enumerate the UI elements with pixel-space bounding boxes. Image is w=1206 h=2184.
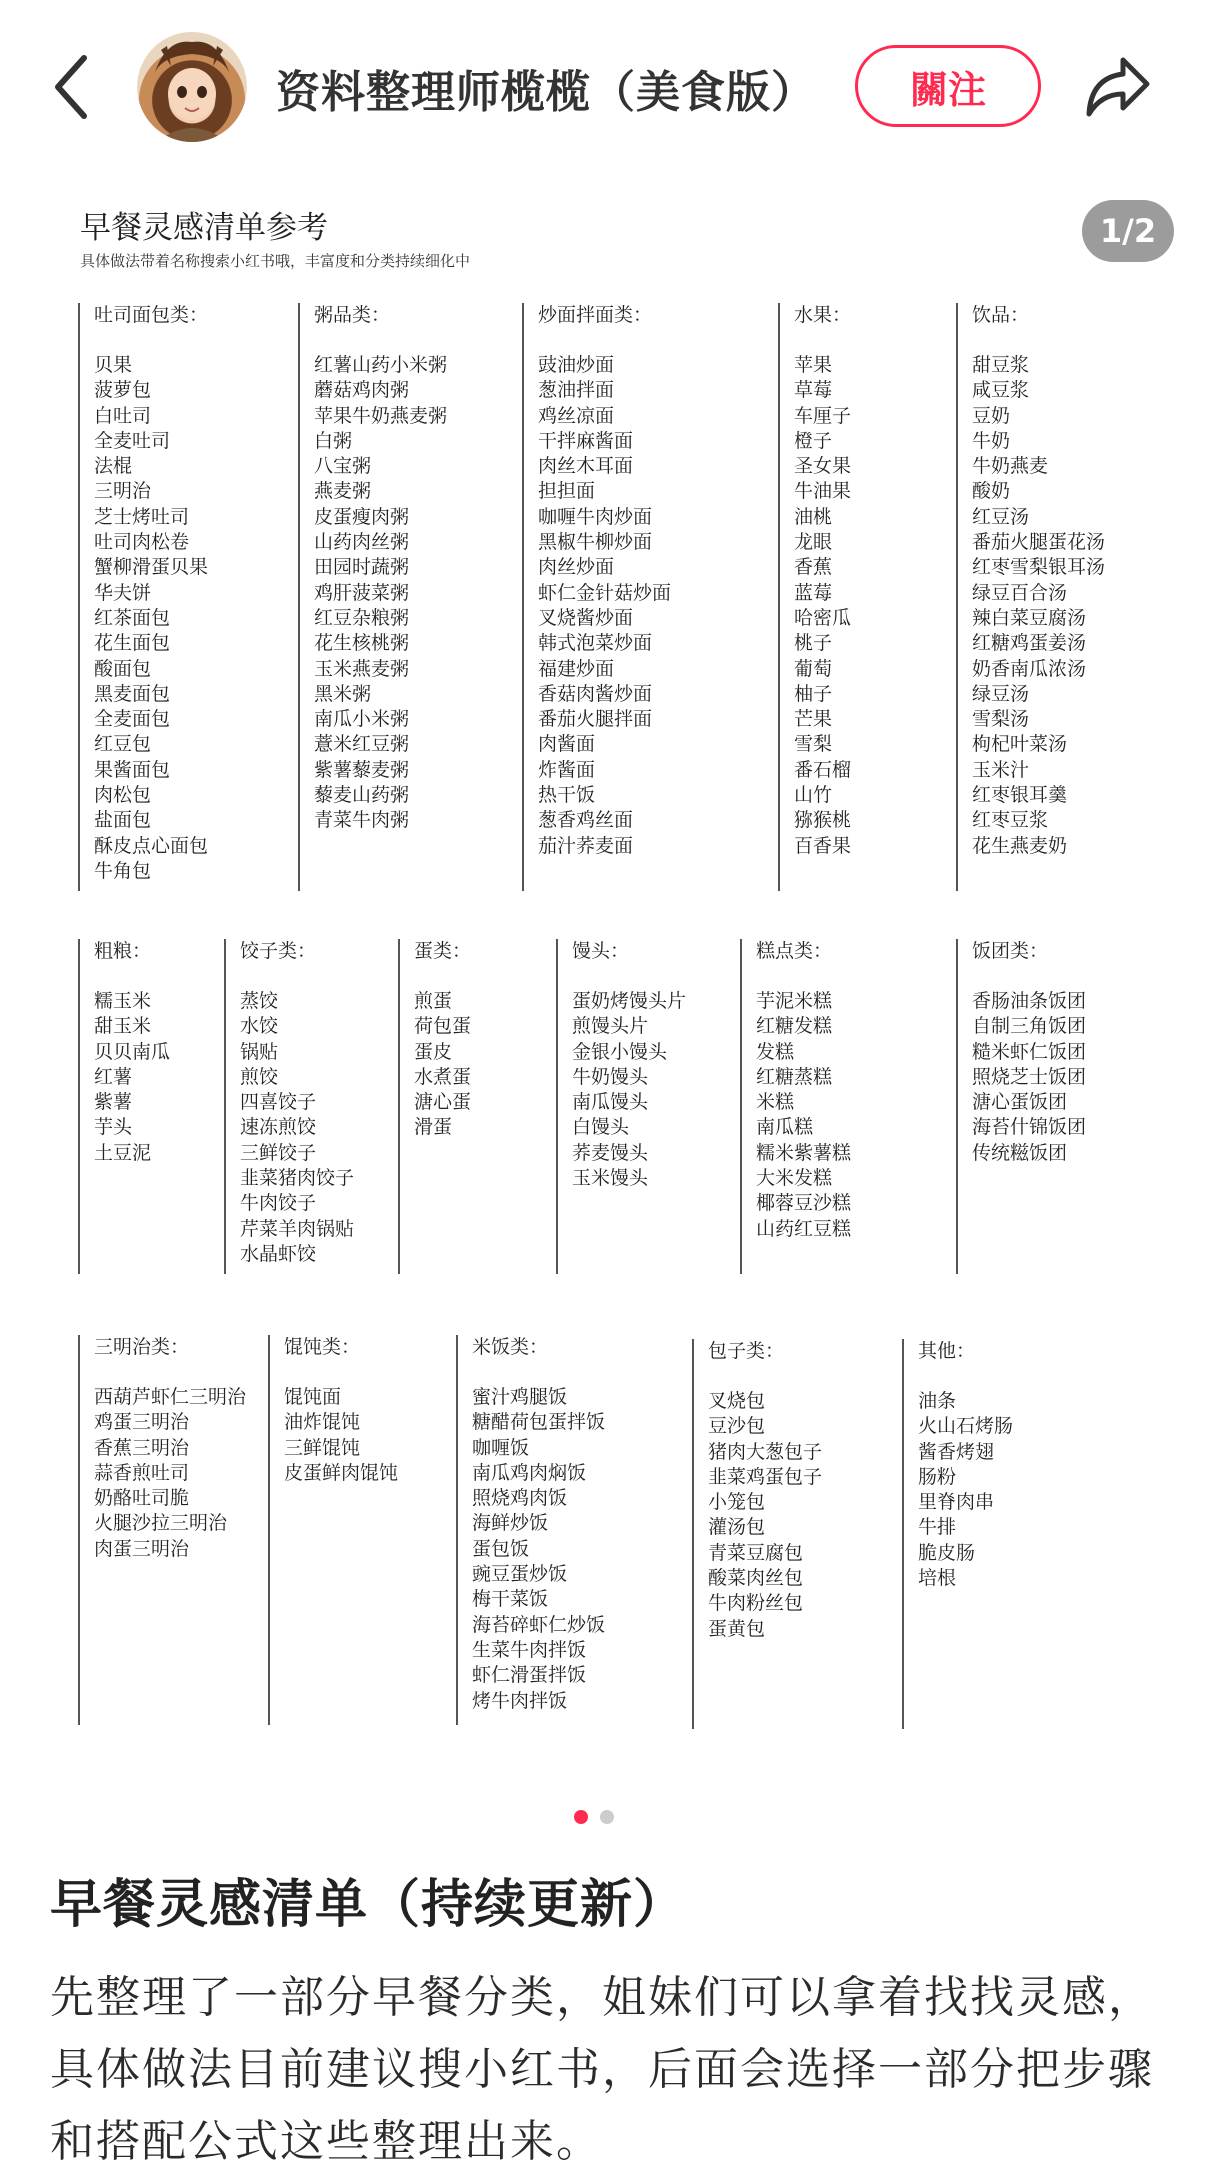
category-item: 叉烧酱炒面 <box>538 606 634 629</box>
category-item: 法棍 <box>94 455 133 478</box>
category-item: 番茄火腿蛋花汤 <box>972 531 1106 554</box>
category-item: 白馒头 <box>572 1116 630 1139</box>
category-item: 三鲜饺子 <box>240 1141 317 1164</box>
category-items <box>972 989 1086 1166</box>
category-item: 三明治 <box>94 480 152 503</box>
sheet-title: 早餐灵感清单参考 <box>80 210 328 246</box>
category-item: 滑蛋 <box>414 1116 453 1139</box>
category-item: 水饺 <box>240 1015 279 1038</box>
category-item: 南瓜小米粥 <box>314 708 410 731</box>
category-column-others <box>902 1339 1013 1729</box>
category-item: 煎蛋 <box>414 990 453 1012</box>
category-items <box>472 1385 605 1714</box>
author-name[interactable]: 资料整理师榄榄（美食版） <box>276 67 816 118</box>
category-item: 白吐司 <box>94 404 152 427</box>
category-item: 奶酪吐司脆 <box>94 1487 190 1510</box>
category-item: 鸡肝菠菜粥 <box>314 581 410 604</box>
category-item: 枸杞叶菜汤 <box>972 733 1068 756</box>
category-item: 肉丝炒面 <box>538 556 615 579</box>
category-item: 油桃 <box>794 505 833 528</box>
category-label: 吐司面包类： <box>94 304 209 326</box>
category-item: 番茄火腿拌面 <box>538 708 653 731</box>
category-item: 蜜汁鸡腿饭 <box>472 1386 568 1408</box>
category-item: 龙眼 <box>794 531 833 554</box>
category-column-bread <box>78 303 208 891</box>
category-item: 红枣雪梨银耳汤 <box>972 556 1106 579</box>
category-item: 金银小馒头 <box>572 1040 668 1063</box>
category-item: 青菜牛肉粥 <box>314 809 410 832</box>
category-label: 炒面拌面类： <box>538 304 653 326</box>
category-item: 豌豆蛋炒饭 <box>472 1563 568 1586</box>
category-item: 八宝粥 <box>314 455 372 478</box>
category-item: 自制三角饭团 <box>972 1015 1087 1038</box>
category-item: 蘑菇鸡肉粥 <box>314 379 410 402</box>
category-item: 奶香南瓜浓汤 <box>972 657 1087 680</box>
category-item: 照烧芝士饭团 <box>972 1065 1087 1088</box>
category-item: 锅贴 <box>240 1040 279 1063</box>
category-item: 紫薯藜麦粥 <box>314 758 410 781</box>
category-item: 红豆包 <box>94 733 152 756</box>
category-label: 三明治类： <box>94 1336 190 1358</box>
category-item: 圣女果 <box>794 455 852 478</box>
category-item: 桃子 <box>794 632 833 655</box>
category-item: 红枣豆浆 <box>972 809 1049 832</box>
category-item: 肉蛋三明治 <box>94 1537 190 1560</box>
category-item: 糯玉米 <box>94 990 152 1012</box>
category-item: 牛角包 <box>94 859 152 882</box>
category-item: 南瓜糕 <box>756 1116 814 1139</box>
category-item: 苹果 <box>794 354 833 376</box>
category-item: 贝果 <box>94 354 133 376</box>
category-item: 韩式泡菜炒面 <box>538 632 653 655</box>
category-item: 香蕉 <box>794 556 833 579</box>
category-item: 芋泥米糕 <box>756 990 833 1012</box>
category-item: 蓝莓 <box>794 581 833 604</box>
category-column-rice-balls <box>956 939 1086 1274</box>
category-item: 豆奶 <box>972 404 1011 427</box>
category-item: 溏心蛋 <box>414 1091 472 1114</box>
category-item: 糯米紫薯糕 <box>756 1141 852 1164</box>
category-item: 蟹柳滑蛋贝果 <box>94 556 209 579</box>
category-item: 黑麦面包 <box>94 682 171 705</box>
category-item: 里脊肉串 <box>918 1491 995 1514</box>
back-arrow-icon[interactable] <box>48 52 98 122</box>
category-item: 传统糍饭团 <box>972 1141 1068 1164</box>
category-item: 馄饨面 <box>284 1386 342 1408</box>
category-item: 海苔碎虾仁炒饭 <box>472 1613 606 1636</box>
category-item: 贝贝南瓜 <box>94 1040 171 1063</box>
category-item: 炸酱面 <box>538 758 596 781</box>
category-item: 肠粉 <box>918 1465 957 1488</box>
category-items <box>572 989 686 1191</box>
category-item: 豆沙包 <box>708 1415 766 1438</box>
category-item: 柚子 <box>794 682 833 705</box>
category-item: 梅干菜饭 <box>472 1588 549 1611</box>
category-item: 虾仁滑蛋拌饭 <box>472 1664 587 1687</box>
category-item: 椰蓉豆沙糕 <box>756 1192 852 1215</box>
author-avatar[interactable] <box>137 32 247 142</box>
category-item: 鸡丝凉面 <box>538 404 615 427</box>
category-item: 担担面 <box>538 480 596 503</box>
category-label: 馄饨类： <box>284 1336 361 1358</box>
category-item: 叉烧包 <box>708 1390 766 1412</box>
share-icon[interactable] <box>1083 54 1153 120</box>
category-item: 黑椒牛柳炒面 <box>538 531 653 554</box>
category-item: 酸菜肉丝包 <box>708 1567 804 1590</box>
post-body: 先整理了一部分早餐分类，姐妹们可以拿着找找灵感，具体做法目前建议搜小红书，后面会选择一部分把步骤和搭配公式这些整理出来。 <box>50 1972 1154 2167</box>
category-column-eggs <box>398 939 471 1274</box>
category-item: 香蕉三明治 <box>94 1436 190 1459</box>
category-item: 红薯 <box>94 1065 133 1088</box>
category-item: 照烧鸡肉饭 <box>472 1487 568 1510</box>
category-label: 饭团类： <box>972 940 1049 962</box>
category-item: 蛋皮 <box>414 1040 453 1063</box>
category-label: 糕点类： <box>756 940 833 962</box>
category-item: 糖醋荷包蛋拌饭 <box>472 1411 606 1434</box>
category-label: 包子类： <box>708 1340 785 1362</box>
category-items <box>284 1385 398 1486</box>
category-item: 发糕 <box>756 1040 795 1063</box>
category-item: 燕麦粥 <box>314 480 372 503</box>
category-items <box>240 989 354 1267</box>
category-item: 玉米汁 <box>972 758 1030 781</box>
category-column-rice <box>456 1335 605 1725</box>
category-item: 豉油炒面 <box>538 354 615 376</box>
category-item: 苹果牛奶燕麦粥 <box>314 404 448 427</box>
category-item: 红豆汤 <box>972 505 1030 528</box>
category-item: 绿豆百合汤 <box>972 581 1068 604</box>
note-image[interactable] <box>0 180 1206 1780</box>
category-items <box>708 1389 822 1642</box>
category-item: 虾仁金针菇炒面 <box>538 581 672 604</box>
category-item: 山竹 <box>794 784 833 807</box>
category-item: 蛋奶烤馒头片 <box>572 990 687 1012</box>
category-item: 水煮蛋 <box>414 1065 472 1088</box>
category-item: 酥皮点心面包 <box>94 834 209 857</box>
category-item: 海鲜炒饭 <box>472 1512 549 1535</box>
category-item: 红糖鸡蛋姜汤 <box>972 632 1087 655</box>
category-item: 芝士烤吐司 <box>94 505 190 528</box>
category-item: 山药红豆糕 <box>756 1217 852 1240</box>
category-item: 咖喱牛肉炒面 <box>538 505 653 528</box>
category-item: 车厘子 <box>794 404 852 427</box>
avatar-illustration <box>137 32 247 142</box>
category-item: 花生面包 <box>94 632 171 655</box>
category-item: 福建炒面 <box>538 657 615 680</box>
category-item: 芹菜羊肉锅贴 <box>240 1217 355 1240</box>
category-item: 煎馒头片 <box>572 1015 649 1038</box>
category-item: 花生核桃粥 <box>314 632 410 655</box>
category-item: 黑米粥 <box>314 682 372 705</box>
category-item: 葡萄 <box>794 657 833 680</box>
category-item: 菠萝包 <box>94 379 152 402</box>
category-item: 牛油果 <box>794 480 852 503</box>
category-item: 干拌麻酱面 <box>538 429 634 452</box>
category-item: 哈密瓜 <box>794 606 852 629</box>
carousel-dot[interactable] <box>600 1810 614 1824</box>
category-items <box>94 1385 246 1562</box>
category-items <box>94 989 170 1166</box>
category-label: 粥品类： <box>314 304 391 326</box>
category-item: 火山石烤肠 <box>918 1415 1014 1438</box>
category-item: 西葫芦虾仁三明治 <box>94 1386 247 1408</box>
category-item: 牛排 <box>918 1516 957 1539</box>
header-bar <box>0 0 1206 170</box>
category-item: 葱香鸡丝面 <box>538 809 634 832</box>
category-label: 粗粮： <box>94 940 152 962</box>
category-item: 小笼包 <box>708 1491 766 1514</box>
category-item: 酱香烤翅 <box>918 1440 995 1463</box>
category-column-noodles <box>522 303 671 891</box>
category-item: 吐司肉松卷 <box>94 531 190 554</box>
category-item: 速冻煎饺 <box>240 1116 317 1139</box>
category-item: 百香果 <box>794 834 852 857</box>
category-column-sandwiches <box>78 1335 246 1725</box>
category-item: 猪肉大葱包子 <box>708 1440 823 1463</box>
category-items <box>756 989 851 1242</box>
category-item: 火腿沙拉三明治 <box>94 1512 228 1535</box>
category-item: 牛肉饺子 <box>240 1192 317 1215</box>
category-item: 盐面包 <box>94 809 152 832</box>
category-item: 雪梨 <box>794 733 833 756</box>
category-item: 鸡蛋三明治 <box>94 1411 190 1434</box>
category-item: 橙子 <box>794 429 833 452</box>
category-item: 煎饺 <box>240 1065 279 1088</box>
category-item: 白粥 <box>314 429 353 452</box>
category-column-cakes <box>740 939 851 1274</box>
category-column-baozi <box>692 1339 822 1729</box>
category-item: 咖喱饭 <box>472 1436 530 1459</box>
carousel-dot-active[interactable] <box>574 1810 588 1824</box>
category-label: 饺子类： <box>240 940 317 962</box>
category-item: 牛奶 <box>972 429 1011 452</box>
category-item: 三鲜馄饨 <box>284 1436 361 1459</box>
category-item: 牛奶燕麦 <box>972 455 1049 478</box>
category-item: 山药肉丝粥 <box>314 531 410 554</box>
category-item: 咸豆浆 <box>972 379 1030 402</box>
category-items <box>414 989 471 1141</box>
follow-button[interactable]: 關注 <box>855 45 1041 127</box>
category-item: 牛奶馒头 <box>572 1065 649 1088</box>
category-item: 荞麦馒头 <box>572 1141 649 1164</box>
category-item: 甜玉米 <box>94 1015 152 1038</box>
category-item: 红豆杂粮粥 <box>314 606 410 629</box>
category-item: 华夫饼 <box>94 581 152 604</box>
category-item: 番石榴 <box>794 758 852 781</box>
category-column-fruit <box>778 303 851 891</box>
category-column-wontons <box>268 1335 398 1725</box>
category-column-steamed-buns <box>556 939 686 1274</box>
category-item: 溏心蛋饭团 <box>972 1091 1068 1114</box>
image-page-counter: 1/2 <box>1082 200 1174 262</box>
category-label: 蛋类： <box>414 940 472 962</box>
category-item: 酸面包 <box>94 657 152 680</box>
category-item: 芒果 <box>794 708 833 731</box>
category-item: 红糖发糕 <box>756 1015 833 1038</box>
category-item: 绿豆汤 <box>972 682 1030 705</box>
category-item: 蛋黄包 <box>708 1617 766 1640</box>
category-column-grains <box>78 939 170 1274</box>
post-title: 早餐灵感清单（持续更新） <box>50 1875 687 1935</box>
category-item: 甜豆浆 <box>972 354 1030 376</box>
category-item: 玉米馒头 <box>572 1167 649 1190</box>
category-item: 茄汁荞麦面 <box>538 834 634 857</box>
category-item: 油炸馄饨 <box>284 1411 361 1434</box>
category-item: 脆皮肠 <box>918 1541 976 1564</box>
category-items <box>94 353 208 884</box>
category-item: 皮蛋鲜肉馄饨 <box>284 1461 399 1484</box>
category-item: 蒜香煎吐司 <box>94 1461 190 1484</box>
category-label: 米饭类： <box>472 1336 549 1358</box>
category-item: 全麦吐司 <box>94 429 171 452</box>
category-item: 草莓 <box>794 379 833 402</box>
category-item: 南瓜馒头 <box>572 1091 649 1114</box>
category-item: 薏米红豆粥 <box>314 733 410 756</box>
category-label: 其他： <box>918 1340 976 1362</box>
category-item: 红糖蒸糕 <box>756 1065 833 1088</box>
category-item: 肉酱面 <box>538 733 596 756</box>
category-item: 灌汤包 <box>708 1516 766 1539</box>
category-item: 热干饭 <box>538 784 596 807</box>
category-item: 蛋包饭 <box>472 1537 530 1560</box>
category-item: 紫薯 <box>94 1091 133 1114</box>
category-item: 红薯山药小米粥 <box>314 354 448 376</box>
category-item: 香肠油条饭团 <box>972 990 1087 1012</box>
category-label: 水果： <box>794 304 852 326</box>
category-items <box>538 353 671 859</box>
category-item: 玉米燕麦粥 <box>314 657 410 680</box>
category-item: 猕猴桃 <box>794 809 852 832</box>
category-item: 水晶虾饺 <box>240 1242 317 1265</box>
category-column-porridge <box>298 303 447 891</box>
sheet-subtitle: 具体做法带着名称搜索小红书哦，丰富度和分类持续细化中 <box>80 252 471 270</box>
category-item: 油条 <box>918 1390 957 1412</box>
category-item: 海苔什锦饭团 <box>972 1116 1087 1139</box>
category-item: 牛肉粉丝包 <box>708 1592 804 1615</box>
category-item: 南瓜鸡肉焖饭 <box>472 1461 587 1484</box>
category-item: 大米发糕 <box>756 1167 833 1190</box>
category-item: 红茶面包 <box>94 606 171 629</box>
category-item: 烤牛肉拌饭 <box>472 1689 568 1712</box>
category-item: 酸奶 <box>972 480 1011 503</box>
category-item: 花生燕麦奶 <box>972 834 1068 857</box>
category-item: 红枣银耳羹 <box>972 784 1068 807</box>
category-item: 肉松包 <box>94 784 152 807</box>
category-item: 米糕 <box>756 1091 795 1114</box>
category-item: 皮蛋瘦肉粥 <box>314 505 410 528</box>
category-item: 土豆泥 <box>94 1141 152 1164</box>
category-item: 藜麦山药粥 <box>314 784 410 807</box>
category-items <box>794 353 851 859</box>
category-item: 雪梨汤 <box>972 708 1030 731</box>
category-label: 馒头： <box>572 940 630 962</box>
category-items <box>972 353 1105 859</box>
category-item: 蒸饺 <box>240 990 279 1012</box>
category-item: 韭菜猪肉饺子 <box>240 1167 355 1190</box>
category-item: 青菜豆腐包 <box>708 1541 804 1564</box>
category-item: 糙米虾仁饭团 <box>972 1040 1087 1063</box>
category-item: 果酱面包 <box>94 758 171 781</box>
category-item: 生菜牛肉拌饭 <box>472 1638 587 1661</box>
category-item: 培根 <box>918 1567 957 1590</box>
category-item: 香菇肉酱炒面 <box>538 682 653 705</box>
category-item: 田园时蔬粥 <box>314 556 410 579</box>
category-column-dumplings <box>224 939 354 1274</box>
category-item: 芋头 <box>94 1116 133 1139</box>
category-item: 四喜饺子 <box>240 1091 317 1114</box>
category-items <box>314 353 447 834</box>
category-label: 饮品： <box>972 304 1030 326</box>
category-item: 全麦面包 <box>94 708 171 731</box>
category-item: 葱油拌面 <box>538 379 615 402</box>
category-item: 肉丝木耳面 <box>538 455 634 478</box>
category-item: 辣白菜豆腐汤 <box>972 606 1087 629</box>
category-column-drinks <box>956 303 1105 891</box>
category-item: 韭菜鸡蛋包子 <box>708 1465 823 1488</box>
category-items <box>918 1389 1013 1591</box>
category-item: 荷包蛋 <box>414 1015 472 1038</box>
